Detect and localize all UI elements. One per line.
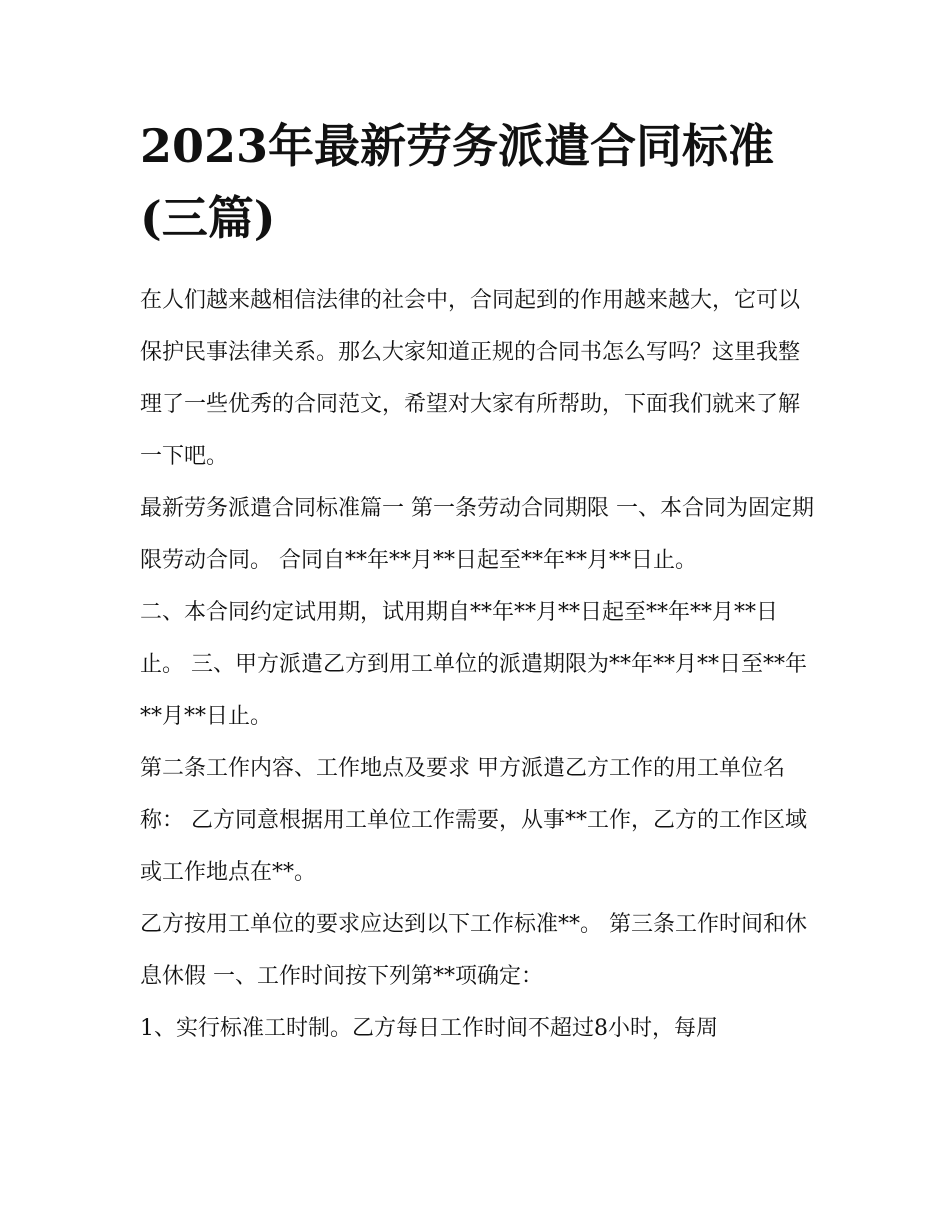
document-title: 2023年最新劳务派遣合同标准(三篇)	[140, 119, 775, 245]
paragraph-intro: 在人们越来越相信法律的社会中，合同起到的作用越来越大，它可以保护民事法律关系。那么大家知道正规的合同书怎么写吗？这里我整理了一些优秀的合同范文，希望对大家有所帮助，下面我们就来了解一下吧。	[140, 288, 801, 469]
paragraph-article-3: 乙方按用工单位的要求应达到以下工作标准**。 第三条工作时间和休息休假 一、工作时间按下列第**项确定：	[140, 912, 807, 989]
paragraph-article-2: 第二条工作内容、工作地点及要求 甲方派遣乙方工作的用工单位名称： 乙方同意根据用工单位工作需要，从事**工作，乙方的工作区域或工作地点在**。	[140, 756, 807, 885]
paragraph-probation: 二、本合同约定试用期，试用期自**年**月**日起至**年**月**日止。 三、甲方派遣乙方到用工单位的派遣期限为**年**月**日至**年**月**日止。	[140, 600, 807, 729]
paragraph-working-hours: 1、实行标准工时制。乙方每日工作时间不超过8小时，每周	[140, 1016, 718, 1041]
document-body	[140, 275, 820, 1055]
paragraph-article-1: 最新劳务派遣合同标准篇一 第一条劳动合同期限 一、本合同为固定期限劳动合同。 合同自**年**月**日起至**年**月**日止。	[140, 496, 814, 573]
